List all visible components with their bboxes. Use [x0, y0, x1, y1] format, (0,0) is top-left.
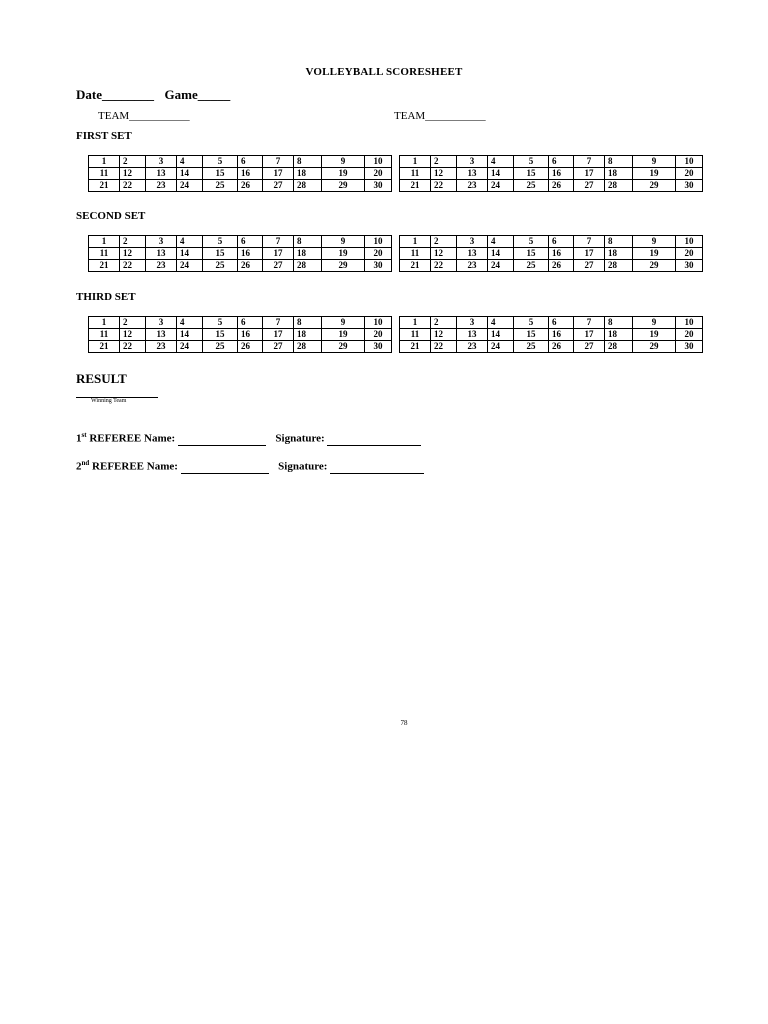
score-cell[interactable]: 25: [203, 180, 238, 192]
score-cell[interactable]: 22: [431, 341, 457, 353]
score-cell[interactable]: 4: [488, 236, 514, 248]
score-cell[interactable]: 8: [605, 236, 633, 248]
score-cell[interactable]: 4: [488, 317, 514, 329]
score-cell[interactable]: 18: [294, 329, 322, 341]
score-cell[interactable]: 24: [177, 180, 203, 192]
score-cell[interactable]: 6: [549, 317, 574, 329]
score-cell[interactable]: 8: [294, 317, 322, 329]
score-cell[interactable]: 20: [676, 168, 703, 180]
date-game-line: [76, 87, 230, 103]
score-cell[interactable]: 27: [574, 341, 605, 353]
score-cell[interactable]: 7: [263, 317, 294, 329]
score-cell[interactable]: 10: [676, 236, 703, 248]
score-cell[interactable]: 4: [177, 156, 203, 168]
score-cell[interactable]: 28: [294, 341, 322, 353]
score-cell[interactable]: 26: [238, 260, 263, 272]
score-cell[interactable]: 6: [549, 156, 574, 168]
referee-1-title: REFEREE Name:: [86, 432, 176, 445]
score-cell[interactable]: 13: [146, 329, 177, 341]
score-cell[interactable]: 23: [457, 180, 488, 192]
score-cell[interactable]: 26: [238, 341, 263, 353]
score-cell[interactable]: 9: [633, 317, 676, 329]
score-cell[interactable]: 17: [574, 329, 605, 341]
result-heading: RESULT: [76, 371, 127, 386]
score-cell[interactable]: 17: [263, 329, 294, 341]
score-cell[interactable]: 15: [514, 168, 549, 180]
score-cell[interactable]: 12: [431, 329, 457, 341]
score-cell[interactable]: 4: [488, 156, 514, 168]
score-row: [89, 236, 392, 248]
score-cell[interactable]: 3: [146, 317, 177, 329]
second-set-label: SECOND SET: [76, 210, 146, 222]
score-cell[interactable]: 15: [514, 329, 549, 341]
score-row: [400, 260, 703, 272]
referee-1-suffix: st: [81, 431, 87, 439]
score-row: [400, 168, 703, 180]
score-cell[interactable]: 1: [89, 317, 120, 329]
score-cell[interactable]: 17: [263, 168, 294, 180]
score-cell[interactable]: 16: [549, 248, 574, 260]
score-cell[interactable]: 4: [177, 317, 203, 329]
score-cell[interactable]: 11: [400, 168, 431, 180]
score-cell[interactable]: 2: [120, 236, 146, 248]
score-cell[interactable]: 7: [263, 156, 294, 168]
score-cell[interactable]: 21: [89, 260, 120, 272]
score-cell[interactable]: 1: [89, 156, 120, 168]
score-cell[interactable]: 30: [365, 260, 392, 272]
score-cell[interactable]: 3: [457, 156, 488, 168]
referee-1-signature-blank: [327, 433, 421, 446]
score-cell[interactable]: 16: [238, 168, 263, 180]
score-cell[interactable]: 29: [322, 180, 365, 192]
score-row: [89, 156, 392, 168]
score-row: [89, 248, 392, 260]
score-cell[interactable]: 6: [238, 317, 263, 329]
score-cell[interactable]: 14: [488, 168, 514, 180]
score-cell[interactable]: 20: [365, 329, 392, 341]
score-cell[interactable]: 1: [400, 317, 431, 329]
score-cell[interactable]: 26: [549, 341, 574, 353]
score-cell[interactable]: 28: [605, 341, 633, 353]
score-cell[interactable]: 30: [365, 180, 392, 192]
score-cell[interactable]: 28: [294, 260, 322, 272]
third-set-left-score-table: [88, 316, 392, 353]
score-cell[interactable]: 13: [457, 248, 488, 260]
score-cell[interactable]: 10: [365, 156, 392, 168]
score-cell[interactable]: 27: [263, 341, 294, 353]
score-cell[interactable]: 19: [322, 168, 365, 180]
score-cell[interactable]: 24: [177, 341, 203, 353]
page-title: VOLLEYBALL SCORESHEET: [305, 66, 463, 78]
game-label: Game_____: [164, 87, 231, 102]
score-row: [89, 317, 392, 329]
score-cell[interactable]: 10: [676, 156, 703, 168]
score-cell[interactable]: 18: [294, 248, 322, 260]
score-cell[interactable]: 8: [294, 236, 322, 248]
page-number: 78: [400, 719, 408, 727]
referee-2-signature-blank: [330, 461, 424, 474]
score-cell[interactable]: 14: [488, 248, 514, 260]
score-cell[interactable]: 13: [457, 329, 488, 341]
score-cell[interactable]: 30: [676, 260, 703, 272]
score-row: [89, 341, 392, 353]
score-cell[interactable]: 28: [605, 260, 633, 272]
score-cell[interactable]: 16: [549, 168, 574, 180]
score-cell[interactable]: 19: [633, 168, 676, 180]
score-cell[interactable]: 12: [120, 329, 146, 341]
score-cell[interactable]: 24: [488, 341, 514, 353]
score-cell[interactable]: 13: [146, 248, 177, 260]
score-cell[interactable]: 16: [238, 248, 263, 260]
score-cell[interactable]: 20: [365, 248, 392, 260]
score-cell[interactable]: 21: [400, 180, 431, 192]
score-cell[interactable]: 26: [549, 180, 574, 192]
score-cell[interactable]: 17: [263, 248, 294, 260]
score-cell[interactable]: 3: [457, 317, 488, 329]
score-cell[interactable]: 27: [574, 180, 605, 192]
score-cell[interactable]: 8: [605, 156, 633, 168]
date-label: Date________: [76, 87, 154, 102]
score-cell[interactable]: 5: [514, 156, 549, 168]
score-cell[interactable]: 13: [457, 168, 488, 180]
score-cell[interactable]: 29: [322, 341, 365, 353]
score-cell[interactable]: 6: [238, 236, 263, 248]
score-cell[interactable]: 23: [146, 260, 177, 272]
score-cell[interactable]: 22: [120, 341, 146, 353]
score-cell[interactable]: 23: [457, 341, 488, 353]
score-cell[interactable]: 9: [322, 156, 365, 168]
score-cell[interactable]: 24: [488, 180, 514, 192]
score-cell[interactable]: 6: [549, 236, 574, 248]
score-cell[interactable]: 5: [203, 317, 238, 329]
third-set-label: THIRD SET: [76, 291, 136, 303]
score-cell[interactable]: 2: [431, 236, 457, 248]
score-cell[interactable]: 30: [676, 341, 703, 353]
score-cell[interactable]: 22: [120, 260, 146, 272]
score-row: [89, 329, 392, 341]
score-cell[interactable]: 19: [322, 329, 365, 341]
score-row: [89, 168, 392, 180]
score-cell[interactable]: 19: [322, 248, 365, 260]
score-cell[interactable]: 2: [120, 156, 146, 168]
score-cell[interactable]: 5: [514, 317, 549, 329]
team-left-label: TEAM___________: [98, 110, 190, 122]
first-set-right-score-table: [399, 155, 703, 192]
team-right-label: TEAM___________: [394, 110, 486, 122]
score-cell[interactable]: 19: [633, 329, 676, 341]
score-cell[interactable]: 8: [294, 156, 322, 168]
score-cell[interactable]: 21: [89, 180, 120, 192]
score-cell[interactable]: 25: [514, 341, 549, 353]
referee-1-signature-label: Signature:: [275, 432, 325, 445]
score-cell[interactable]: 14: [177, 248, 203, 260]
referee-2-title: REFEREE Name:: [89, 460, 178, 473]
score-cell[interactable]: 29: [633, 341, 676, 353]
score-cell[interactable]: 5: [203, 156, 238, 168]
score-row: [89, 180, 392, 192]
score-cell[interactable]: 5: [203, 236, 238, 248]
referee-1-line: [76, 431, 421, 446]
score-cell[interactable]: 25: [203, 260, 238, 272]
score-cell[interactable]: 2: [431, 317, 457, 329]
score-cell[interactable]: 9: [322, 236, 365, 248]
score-cell[interactable]: 29: [322, 260, 365, 272]
score-cell[interactable]: 27: [263, 180, 294, 192]
score-cell[interactable]: 1: [400, 236, 431, 248]
score-cell[interactable]: 11: [400, 329, 431, 341]
score-row: [400, 341, 703, 353]
score-cell[interactable]: 7: [263, 236, 294, 248]
score-cell[interactable]: 5: [514, 236, 549, 248]
score-cell[interactable]: 22: [431, 180, 457, 192]
score-cell[interactable]: 12: [120, 168, 146, 180]
score-cell[interactable]: 29: [633, 260, 676, 272]
score-cell[interactable]: 16: [549, 329, 574, 341]
score-cell[interactable]: 11: [89, 329, 120, 341]
score-cell[interactable]: 7: [574, 317, 605, 329]
score-cell[interactable]: 21: [400, 341, 431, 353]
score-cell[interactable]: 21: [89, 341, 120, 353]
score-cell[interactable]: 18: [605, 329, 633, 341]
score-cell[interactable]: 10: [365, 236, 392, 248]
score-cell[interactable]: 6: [238, 156, 263, 168]
score-cell[interactable]: 26: [238, 180, 263, 192]
score-row: [400, 329, 703, 341]
score-cell[interactable]: 19: [633, 248, 676, 260]
referee-1-name-blank: [178, 433, 266, 446]
first-set-label: FIRST SET: [76, 130, 132, 142]
score-cell[interactable]: 7: [574, 236, 605, 248]
score-cell[interactable]: 9: [633, 236, 676, 248]
score-cell[interactable]: 17: [574, 248, 605, 260]
first-set-left-score-table: [88, 155, 392, 192]
score-cell[interactable]: 15: [203, 329, 238, 341]
score-cell[interactable]: 3: [146, 156, 177, 168]
score-cell[interactable]: 14: [177, 168, 203, 180]
score-row: [400, 180, 703, 192]
score-cell[interactable]: 14: [488, 329, 514, 341]
score-cell[interactable]: 26: [549, 260, 574, 272]
second-set-left-score-table: [88, 235, 392, 272]
score-cell[interactable]: 4: [177, 236, 203, 248]
score-cell[interactable]: 30: [676, 180, 703, 192]
score-cell[interactable]: 15: [203, 168, 238, 180]
score-cell[interactable]: 24: [488, 260, 514, 272]
score-cell[interactable]: 22: [431, 260, 457, 272]
score-cell[interactable]: 12: [431, 248, 457, 260]
score-cell[interactable]: 25: [514, 260, 549, 272]
score-cell[interactable]: 12: [431, 168, 457, 180]
score-cell[interactable]: 23: [146, 180, 177, 192]
score-cell[interactable]: 30: [365, 341, 392, 353]
referee-2-signature-label: Signature:: [278, 460, 328, 473]
score-row: [400, 248, 703, 260]
score-cell[interactable]: 28: [605, 180, 633, 192]
score-cell[interactable]: 20: [676, 329, 703, 341]
score-cell[interactable]: 15: [514, 248, 549, 260]
score-row: [89, 260, 392, 272]
score-cell[interactable]: 25: [514, 180, 549, 192]
score-cell[interactable]: 21: [400, 260, 431, 272]
score-cell[interactable]: 28: [294, 180, 322, 192]
score-cell[interactable]: 2: [431, 156, 457, 168]
score-cell[interactable]: 18: [294, 168, 322, 180]
second-set-right-score-table: [399, 235, 703, 272]
score-cell[interactable]: 27: [263, 260, 294, 272]
referee-1-ordinal: 1: [76, 432, 82, 445]
score-cell[interactable]: 13: [146, 168, 177, 180]
score-cell[interactable]: 20: [676, 248, 703, 260]
score-row: [400, 236, 703, 248]
score-cell[interactable]: 25: [203, 341, 238, 353]
referee-2-line: [76, 459, 424, 474]
score-cell[interactable]: 3: [457, 236, 488, 248]
score-cell[interactable]: 17: [574, 168, 605, 180]
referee-2-name-blank: [181, 461, 269, 474]
score-cell[interactable]: 22: [120, 180, 146, 192]
score-cell[interactable]: 12: [120, 248, 146, 260]
winning-team-caption: Winning Team: [91, 398, 127, 404]
score-cell[interactable]: 11: [89, 168, 120, 180]
score-cell[interactable]: 14: [177, 329, 203, 341]
score-cell[interactable]: 27: [574, 260, 605, 272]
score-cell[interactable]: 10: [365, 317, 392, 329]
score-cell[interactable]: 16: [238, 329, 263, 341]
score-cell[interactable]: 29: [633, 180, 676, 192]
score-cell[interactable]: 9: [322, 317, 365, 329]
score-cell[interactable]: 1: [89, 236, 120, 248]
score-cell[interactable]: 23: [457, 260, 488, 272]
score-row: [400, 156, 703, 168]
score-cell[interactable]: 11: [89, 248, 120, 260]
score-cell[interactable]: 23: [146, 341, 177, 353]
score-cell[interactable]: 9: [633, 156, 676, 168]
referee-2-ordinal: 2: [76, 460, 82, 473]
score-cell[interactable]: 1: [400, 156, 431, 168]
score-cell[interactable]: 18: [605, 168, 633, 180]
score-cell[interactable]: 15: [203, 248, 238, 260]
score-cell[interactable]: 10: [676, 317, 703, 329]
score-cell[interactable]: 20: [365, 168, 392, 180]
referee-2-suffix: nd: [81, 459, 90, 467]
score-cell[interactable]: 18: [605, 248, 633, 260]
score-row: [400, 317, 703, 329]
score-cell[interactable]: 3: [146, 236, 177, 248]
third-set-right-score-table: [399, 316, 703, 353]
score-cell[interactable]: 2: [120, 317, 146, 329]
score-cell[interactable]: 11: [400, 248, 431, 260]
score-cell[interactable]: 24: [177, 260, 203, 272]
score-cell[interactable]: 7: [574, 156, 605, 168]
score-cell[interactable]: 8: [605, 317, 633, 329]
